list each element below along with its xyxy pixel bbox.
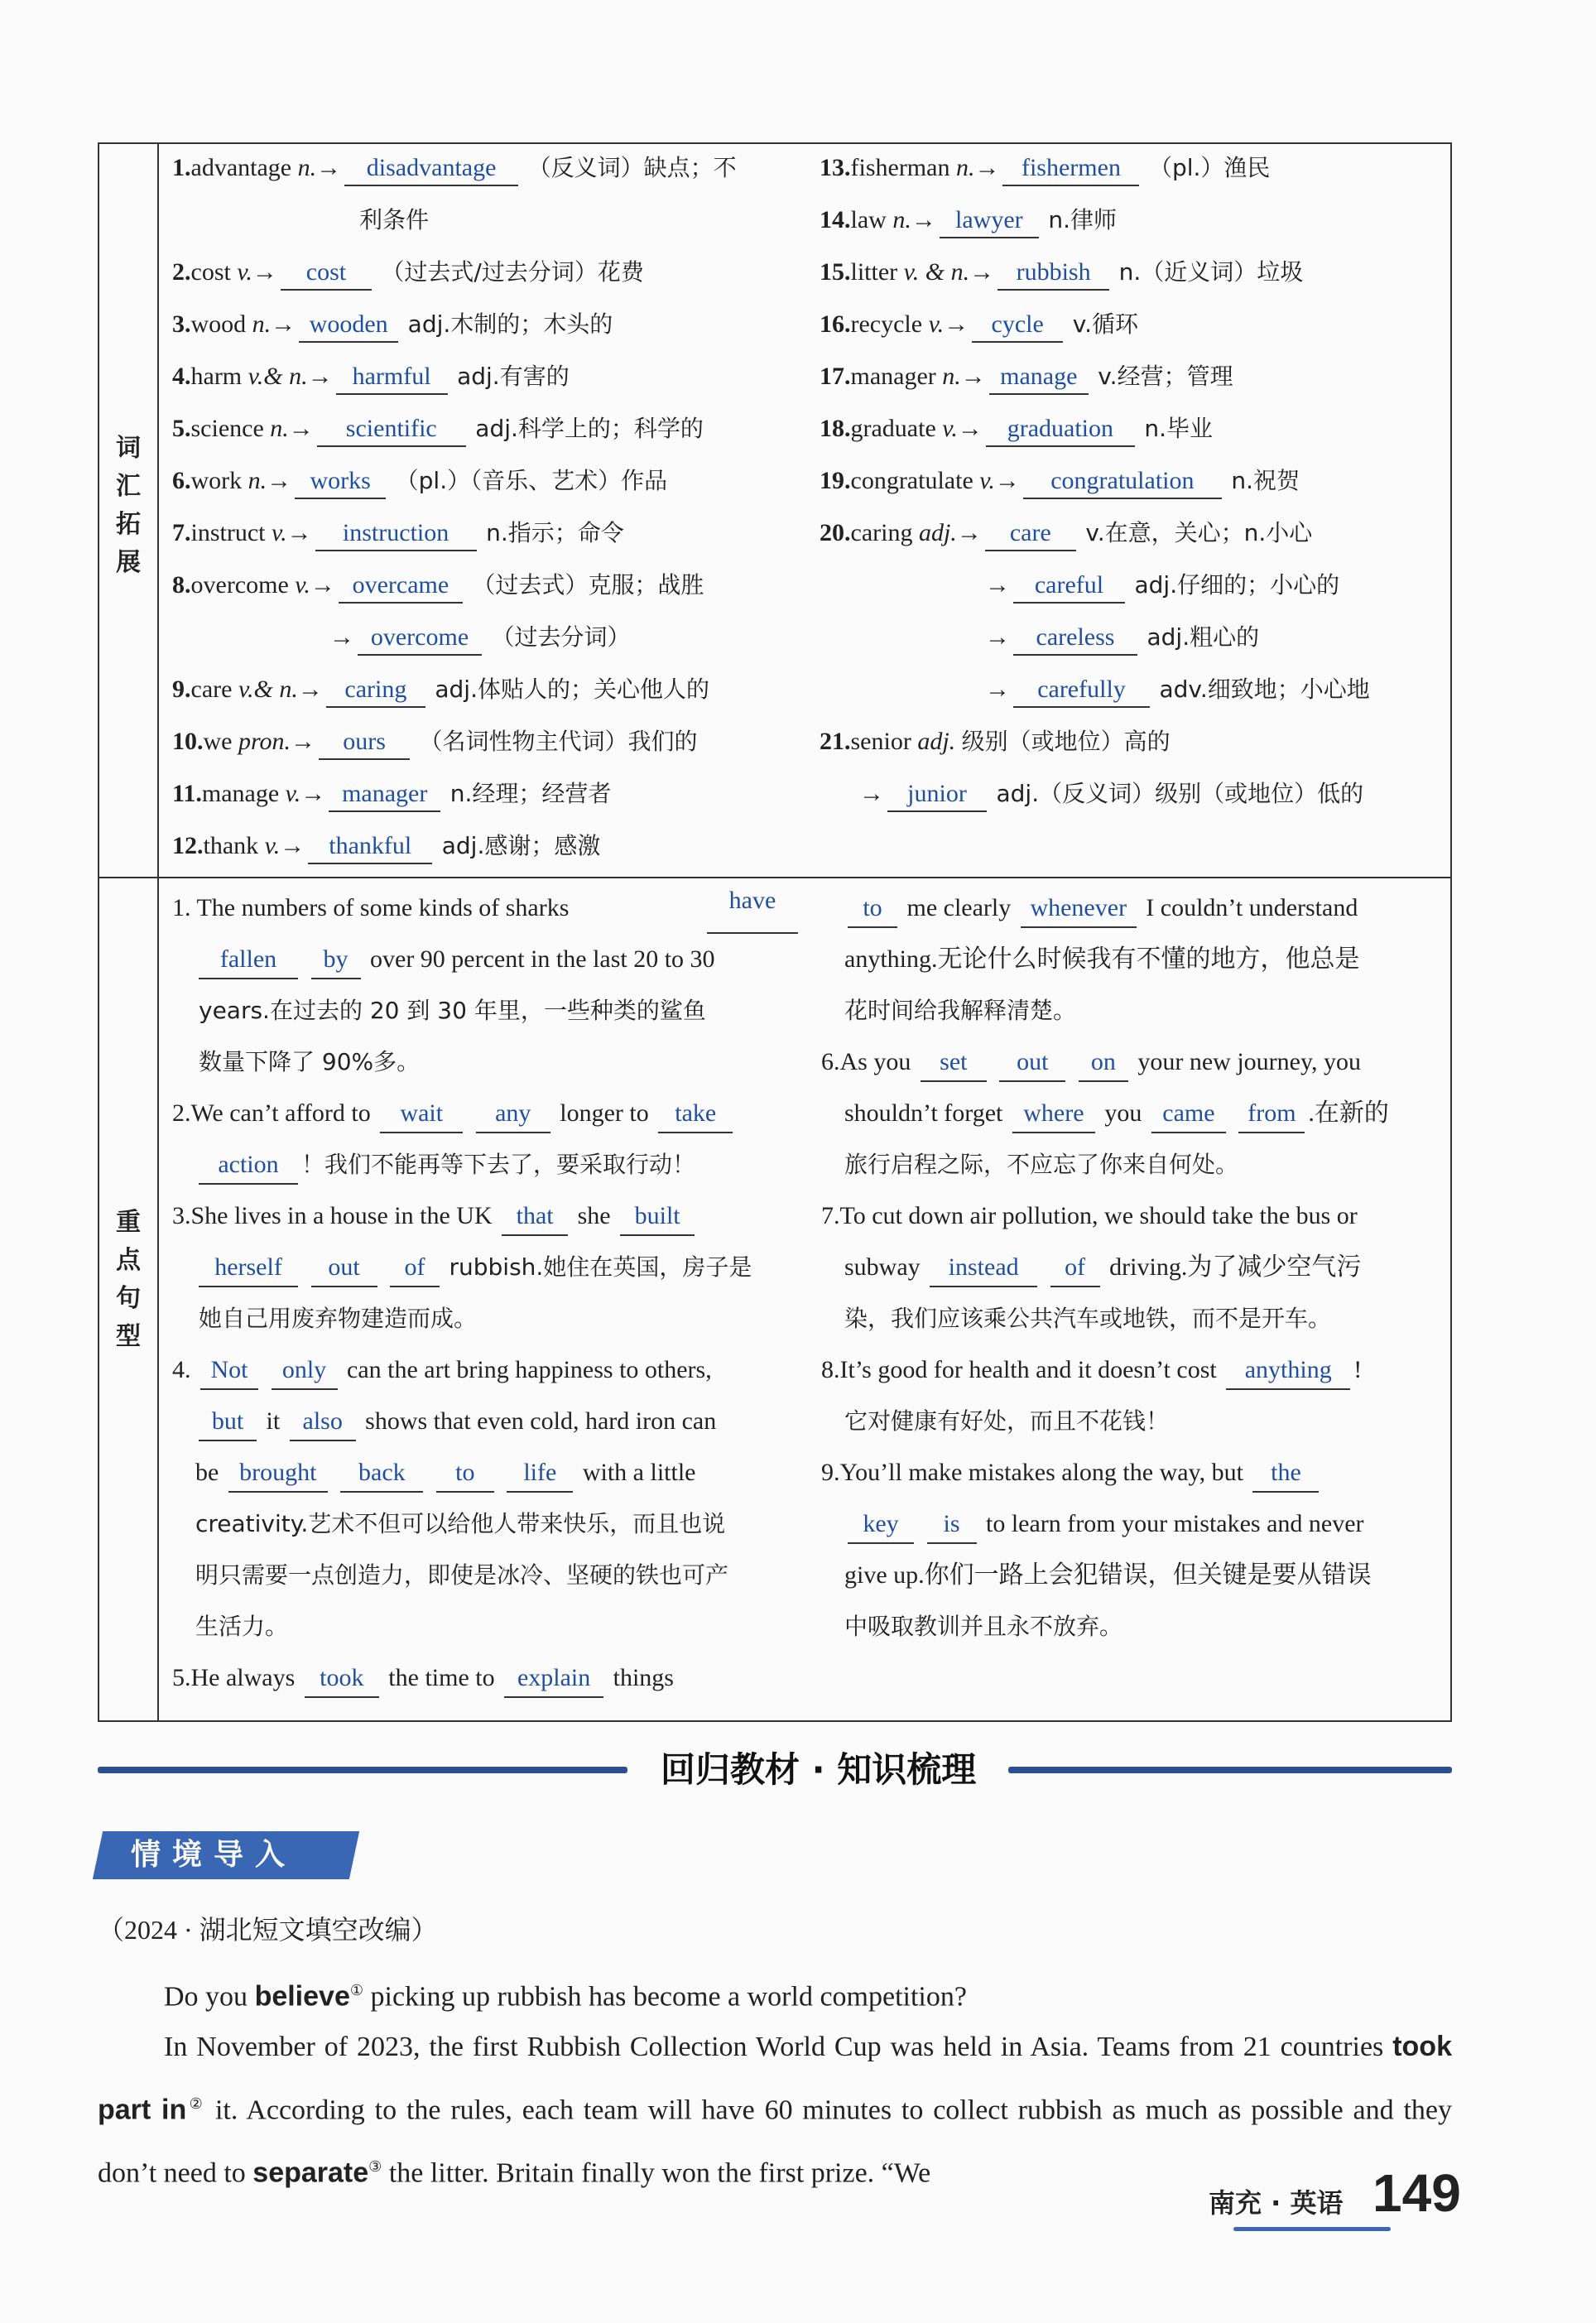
vocab-pos: v.& n. <box>238 676 298 703</box>
vocab-number: 8. <box>172 571 191 599</box>
context-intro-tag: 情境导入 <box>93 1831 359 1879</box>
vocab-pos: v. <box>295 571 310 599</box>
vocab-note: adj.体贴人的；关心他人的 <box>435 676 709 703</box>
vocab-headword: congratulate <box>850 467 980 494</box>
arrow-icon: → <box>288 415 314 442</box>
answer-blank: caring <box>326 673 425 708</box>
sentence-7: 7.To cut down air pollution, we should take the bus or subway instead of driving.为了减少空气污 染，我们应该乘公共汽车或地铁，而不是开车。 <box>821 1202 1362 1332</box>
sentence-8: 8.It’s good for health and it doesn’t cost anything ! 它对健康有好处，而且不花钱！ <box>821 1344 1442 1447</box>
answer-blank: cycle <box>972 308 1063 343</box>
answer-blank: from <box>1238 1095 1305 1133</box>
answer-blank: out <box>311 1249 377 1287</box>
vocab-note: n.祝贺 <box>1231 467 1300 494</box>
vocab-row <box>820 410 1213 448</box>
answer-blank: whenever <box>1021 890 1137 928</box>
answer-blank: carefully <box>1013 673 1150 708</box>
answer-blank: graduation <box>986 412 1135 447</box>
vocab-headword: we <box>203 728 238 755</box>
vocab-headword: thank <box>203 832 265 859</box>
answer-blank: have <box>707 883 798 934</box>
vocab-headword: instruct <box>190 519 272 546</box>
vocab-pos: adj. <box>917 728 956 755</box>
vocab-row <box>172 149 737 187</box>
answer-blank: explain <box>504 1660 603 1698</box>
answer-blank: also <box>290 1403 356 1441</box>
answer-blank: any <box>476 1095 550 1133</box>
arrow-icon: → <box>956 519 982 546</box>
vocab-row <box>172 723 698 761</box>
vocab-pos: n. <box>955 154 975 181</box>
answer-blank: of <box>1050 1249 1100 1287</box>
vocab-number: 20. <box>820 519 851 546</box>
arrow-icon: → <box>911 206 936 233</box>
vocab-note: （名词性物主代词）我们的 <box>419 728 698 755</box>
vocab-headword: wood <box>190 310 252 338</box>
vocab-headword: manage <box>201 780 286 807</box>
vocab-headword: harm <box>190 363 248 390</box>
answer-blank: wait <box>380 1095 463 1133</box>
arrow-icon: → <box>300 780 326 807</box>
answer-blank: built <box>620 1198 695 1236</box>
vocab-number: 1. <box>172 154 191 181</box>
vocab-number: 3. <box>172 310 191 338</box>
sentence-2: 2.We can’t afford to wait any longer to take action ！我们不能再等下去了，要采取行动！ <box>172 1088 801 1190</box>
vocab-row <box>172 253 644 291</box>
vocab-pos: v. & n. <box>903 258 970 286</box>
vocab-row <box>985 671 1370 709</box>
vocab-number: 6. <box>172 467 191 494</box>
footer-subject: 南充 · 英语 <box>1209 2187 1344 2219</box>
vocab-row <box>820 305 1138 344</box>
footer-underline <box>1233 2227 1391 2231</box>
vocab-headword: science <box>190 415 271 442</box>
sentence-9: 9.You’ll make mistakes along the way, but the key is to learn from your mistakes and never give up.你们一路上会犯错误，但关键是要从错误 中吸取教训并且永不放弃。 <box>821 1447 1442 1652</box>
vocab-row <box>329 618 631 656</box>
arrow-icon: → <box>859 780 884 807</box>
vocab-note: adv.细致地；小心地 <box>1159 676 1370 703</box>
vocab-row <box>172 462 667 500</box>
arrow-icon: → <box>310 571 335 599</box>
answer-blank: came <box>1151 1095 1226 1133</box>
vocab-number: 18. <box>820 415 851 442</box>
vocab-note: adj.仔细的；小心的 <box>1134 571 1340 599</box>
vocab-pos: n. <box>270 415 289 442</box>
vocab-headword: senior <box>850 728 918 755</box>
banner-title: 回归教材 · 知识梳理 <box>644 1745 993 1795</box>
answer-blank: cost <box>281 256 372 291</box>
answer-blank: rubbish <box>997 256 1109 291</box>
vocab-row <box>820 723 1171 761</box>
vocab-headword: overcome <box>190 571 296 599</box>
vocab-section-label: 词汇拓展 <box>116 434 141 577</box>
arrow-icon: → <box>985 623 1010 651</box>
answer-blank: that <box>502 1198 568 1236</box>
answer-blank: overcame <box>339 569 463 604</box>
sentence-1: 1. The numbers of some kinds of sharks have fallen by over 90 percent in the last 20 to 30 years.在过去的 20 到 30 年里，一些种类的鲨鱼 数量下降了 90%多。 <box>172 883 801 1088</box>
vocab-row <box>172 514 624 552</box>
answer-blank: instruction <box>315 517 477 551</box>
vocab-row <box>172 827 600 865</box>
answer-blank: fishermen <box>1002 152 1139 186</box>
vocab-number: 2. <box>172 258 191 286</box>
answer-blank: anything <box>1226 1352 1350 1390</box>
vocab-note: adj.感谢；感激 <box>441 832 601 859</box>
vocab-note: （pl.）渔民 <box>1148 154 1271 181</box>
answer-blank: to <box>436 1455 494 1493</box>
vocab-headword: manager <box>850 363 943 390</box>
vocab-headword: care <box>190 676 238 703</box>
vocab-note: v.循环 <box>1072 310 1138 338</box>
answer-blank: but <box>199 1403 257 1441</box>
banner-left-line <box>98 1767 627 1773</box>
review-table <box>98 142 1452 1722</box>
arrow-icon: → <box>297 676 323 703</box>
answer-blank: of <box>390 1249 440 1287</box>
vocab-note: 利条件 <box>359 206 430 233</box>
sentence-section-label: 重点句型 <box>116 1208 141 1351</box>
arrow-icon: → <box>307 363 333 390</box>
vocab-row <box>820 462 1300 500</box>
answer-blank: set <box>921 1044 987 1082</box>
arrow-icon: → <box>280 832 305 859</box>
vocab-pos: n. <box>252 310 272 338</box>
vocab-row <box>172 671 709 709</box>
answer-blank: out <box>999 1044 1065 1082</box>
vocab-headword: advantage <box>190 154 298 181</box>
vocab-number: 14. <box>820 206 851 233</box>
vocab-note: n.（近义词）垃圾 <box>1118 258 1304 286</box>
arrow-icon: → <box>291 728 316 755</box>
banner-right-line <box>1008 1767 1452 1773</box>
vocab-note: v.经营；管理 <box>1098 363 1233 390</box>
vocab-row <box>820 253 1303 291</box>
vocab-number: 5. <box>172 415 191 442</box>
vocab-headword: graduate <box>850 415 943 442</box>
vocab-headword: recycle <box>850 310 929 338</box>
answer-blank: harmful <box>336 360 448 395</box>
table-row-divider <box>99 877 1450 878</box>
vocab-note: 级别（或地位）高的 <box>961 728 1171 755</box>
answer-blank: where <box>1012 1095 1095 1133</box>
answer-blank: congratulation <box>1023 464 1222 499</box>
vocab-note: （反义词）缺点；不 <box>527 154 737 181</box>
vocab-number: 12. <box>172 832 204 859</box>
arrow-icon: → <box>271 310 296 338</box>
vocab-row <box>820 514 1312 552</box>
vocab-note: （过去式）克服；战胜 <box>472 571 704 599</box>
answer-blank: careful <box>1013 569 1125 604</box>
vocab-number: 13. <box>820 154 851 181</box>
answer-blank: the <box>1252 1455 1319 1493</box>
vocab-note: adj.木制的；木头的 <box>407 310 613 338</box>
vocab-number: 10. <box>172 728 204 755</box>
passage-paragraph-2: In November of 2023, the first Rubbish Collection World Cup was held in Asia. Teams from 21 countries took part in② it. According to the rules, each team will have 60 minutes to collect rubbish as much as possible and they don’t need to separate③ the litter. Britain finally won the first prize. “We <box>98 2031 1452 2189</box>
arrow-icon: → <box>985 676 1010 703</box>
vocab-number: 11. <box>172 780 202 807</box>
answer-blank: careless <box>1013 621 1137 656</box>
vocab-pos: v. <box>928 310 945 338</box>
vocab-number: 7. <box>172 519 191 546</box>
vocab-pos: adj. <box>918 519 957 546</box>
arrow-icon: → <box>974 154 1000 181</box>
answer-blank: Not <box>200 1352 258 1390</box>
sentence-6: 6.As you set out on your new journey, you shouldn’t forget where you came from .在新的 旅行启程之际，不应忘了你来自何处。 <box>821 1036 1442 1190</box>
answer-blank: ours <box>319 725 410 760</box>
vocab-pos: v. <box>237 258 252 286</box>
arrow-icon: → <box>267 467 292 494</box>
vocab-pos: v. <box>942 415 958 442</box>
answer-blank: by <box>311 941 361 979</box>
arrow-icon: → <box>985 571 1010 599</box>
vocab-number: 19. <box>820 467 851 494</box>
arrow-icon: → <box>316 154 342 181</box>
arrow-icon: → <box>994 467 1020 494</box>
vocab-headword: law <box>850 206 893 233</box>
vocab-note: adj.（反义词）级别（或地位）低的 <box>996 780 1364 807</box>
vocab-headword: cost <box>190 258 238 286</box>
answer-blank: took <box>305 1660 379 1698</box>
answer-blank: action <box>199 1147 298 1185</box>
vocab-pos: v.& n. <box>248 363 308 390</box>
vocab-number: 21. <box>820 728 851 755</box>
vocab-pos: n. <box>248 467 267 494</box>
vocab-row <box>172 566 704 604</box>
vocab-pos: v. <box>285 780 301 807</box>
sentence-5-cont: to me clearly whenever I couldn’t understand anything.无论什么时候我有不懂的地方，他总是 花时间给我解释清楚。 <box>844 883 1440 1036</box>
answer-blank: take <box>658 1095 733 1133</box>
arrow-icon: → <box>944 310 969 338</box>
table-column-divider <box>157 144 159 1720</box>
vocab-note: v.在意，关心；n.小心 <box>1085 519 1313 546</box>
vocab-row <box>172 410 704 448</box>
vocab-row <box>985 618 1259 656</box>
answer-blank: wooden <box>299 308 398 343</box>
vocab-note: n.律师 <box>1048 206 1117 233</box>
vocab-row <box>172 358 570 396</box>
answer-blank: thankful <box>308 830 432 864</box>
vocab-note: n.指示；命令 <box>486 519 624 546</box>
vocab-number: 16. <box>820 310 851 338</box>
answer-blank: scientific <box>317 412 466 447</box>
vocab-pos: v. <box>264 832 281 859</box>
vocab-row <box>172 305 613 344</box>
vocab-pos: n. <box>297 154 317 181</box>
answer-blank: manage <box>989 360 1089 395</box>
section-banner <box>98 1745 1452 1795</box>
sentence-3: 3.She lives in a house in the UK that she built herself out of rubbish.她住在英国，房子是 她自己用废弃物建造而成。 <box>172 1190 801 1344</box>
answer-blank: brought <box>228 1455 328 1493</box>
answer-blank: manager <box>329 777 440 812</box>
vocab-number: 17. <box>820 363 851 390</box>
vocab-headword: litter <box>850 258 904 286</box>
vocab-number: 9. <box>172 676 191 703</box>
vocab-pos: v. <box>979 467 995 494</box>
answer-blank: life <box>507 1455 573 1493</box>
vocab-row <box>859 775 1363 813</box>
vocab-number: 15. <box>820 258 851 286</box>
vocab-headword: fisherman <box>850 154 956 181</box>
vocab-note: adj.有害的 <box>457 363 570 390</box>
vocab-note: adj.粗心的 <box>1147 623 1260 651</box>
arrow-icon: → <box>252 258 277 286</box>
vocab-headword: caring <box>850 519 919 546</box>
answer-blank: only <box>272 1352 338 1390</box>
vocab-row <box>820 358 1233 396</box>
vocab-number: 4. <box>172 363 191 390</box>
vocab-row <box>359 201 429 239</box>
arrow-icon: → <box>960 363 986 390</box>
answer-blank: is <box>927 1506 977 1544</box>
vocab-row <box>172 775 611 813</box>
answer-blank: to <box>848 890 897 928</box>
vocab-note: n.毕业 <box>1144 415 1214 442</box>
arrow-icon: → <box>969 258 995 286</box>
vocab-note: （pl.）（音乐、艺术）作品 <box>395 467 668 494</box>
arrow-icon: → <box>957 415 983 442</box>
passage-paragraph-1: Do you believe① picking up rubbish has become a world competition? <box>164 1980 967 2013</box>
arrow-icon: → <box>329 623 354 651</box>
vocab-note: （过去分词） <box>491 623 631 651</box>
vocab-note: adj.科学上的；科学的 <box>475 415 704 442</box>
vocab-headword: work <box>190 467 248 494</box>
answer-blank: works <box>295 464 386 499</box>
vocab-row <box>820 201 1117 239</box>
answer-blank: on <box>1079 1044 1128 1082</box>
sentence-4: 4. Not only can the art bring happiness to others, but it also shows that even cold, hard iron can be brought back to life with a little creativity.艺术不但可以给他人带来快乐，而且也说 明只需要一点创造力，即使是冰冷、坚硬的铁也可产 生活力。 <box>172 1344 801 1652</box>
vocab-pos: v. <box>272 519 287 546</box>
vocab-pos: n. <box>892 206 911 233</box>
arrow-icon: → <box>286 519 312 546</box>
answer-blank: instead <box>930 1249 1037 1287</box>
sentence-5: 5.He always took the time to explain things <box>172 1652 801 1704</box>
answer-blank: key <box>848 1506 914 1544</box>
vocab-pos: pron. <box>238 728 291 755</box>
answer-blank: junior <box>887 777 987 812</box>
vocab-note: （过去式/过去分词）花费 <box>381 258 644 286</box>
vocab-row <box>820 149 1270 187</box>
answer-blank: lawyer <box>940 204 1039 238</box>
vocab-row <box>985 566 1339 604</box>
answer-blank: overcome <box>358 621 482 656</box>
answer-blank: care <box>985 517 1076 551</box>
answer-blank: disadvantage <box>344 152 518 186</box>
answer-blank: herself <box>199 1249 298 1287</box>
answer-blank: back <box>340 1455 423 1493</box>
vocab-note: n.经理；经营者 <box>449 780 612 807</box>
page-number: 149 <box>1372 2163 1461 2223</box>
vocab-pos: n. <box>942 363 961 390</box>
passage-source: （2024 · 湖北短文填空改编） <box>98 1915 438 1945</box>
answer-blank: fallen <box>199 941 298 979</box>
